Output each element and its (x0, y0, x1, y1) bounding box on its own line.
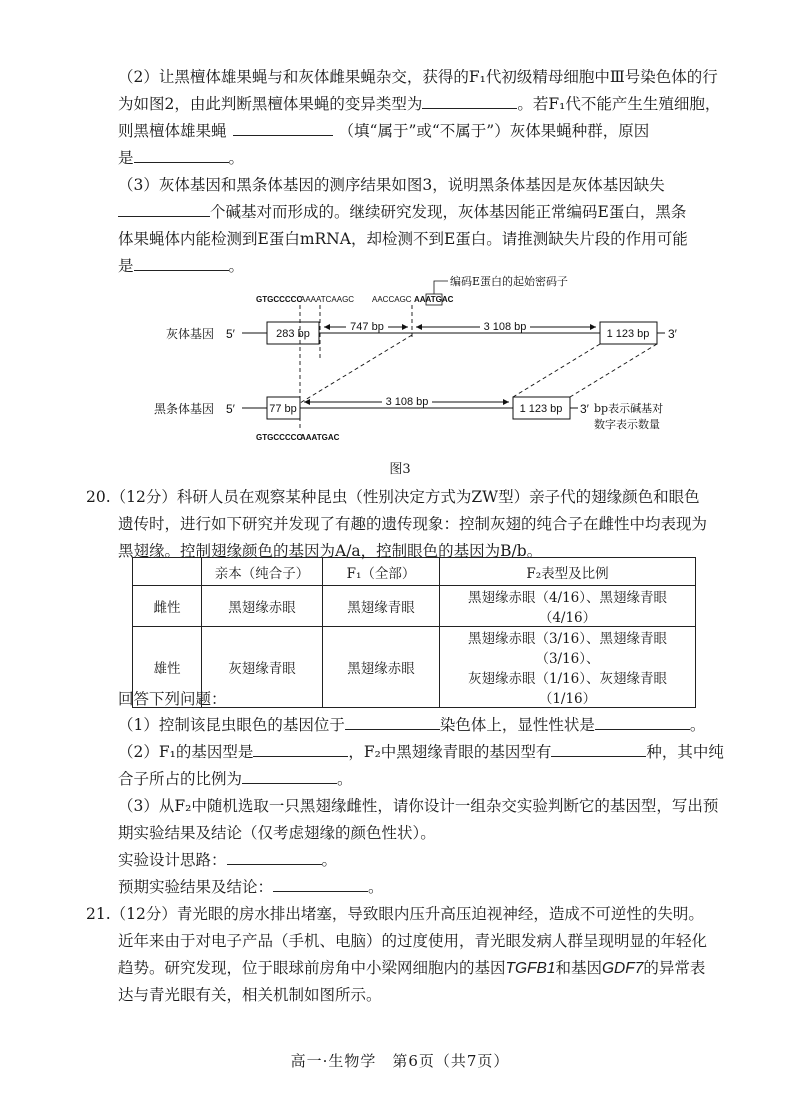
q20-sub1 (118, 714, 705, 736)
q20-text: （1）控制该昆虫眼色的基因位于 (118, 716, 345, 734)
legend-bp: bp表示碱基对 (594, 402, 664, 415)
q19-text: 。若F₁代不能产生生殖细胞， (517, 95, 721, 113)
table-row (133, 586, 696, 627)
answer-blank[interactable] (227, 849, 322, 865)
answer-blank[interactable] (422, 93, 517, 109)
gene-name-gdf7: GDF7 (601, 960, 644, 977)
black-box-1123-label: 1 123 bp (519, 403, 563, 415)
table-header-cell: F₁（全部） (323, 558, 440, 586)
table-cell: 雄性 (133, 627, 202, 708)
q20-text: 。 (337, 770, 353, 788)
q20-text: 种，其中纯 (646, 743, 724, 761)
q21-line4: 达与青光眼有关，相关机制如图所示。 (118, 986, 382, 1004)
answer-blank[interactable] (134, 147, 229, 163)
q19-text: 是 (118, 257, 134, 275)
span-3108-b-label: 3 108 bp (385, 396, 429, 408)
start-codon-note: 编码E蛋白的起始密码子 (450, 275, 569, 288)
q21-text: 的异常表 (643, 959, 706, 977)
q20-text: 实验设计思路： (118, 851, 227, 869)
gray-box-283-label: 283 bp (276, 328, 310, 340)
q19-text: 个碱基对而形成的。继续研究发现，灰体基因能正常编码E蛋白，黑条 (210, 203, 687, 221)
seq-bottom-1: GTGCCCCC (256, 433, 303, 442)
q20-text: 预期实验结果及结论： (118, 878, 274, 896)
q20-text: 合子所占的比例为 (118, 770, 243, 788)
seq-bottom-2: AAATGAC (300, 433, 340, 442)
q19-text: 。 (228, 149, 245, 167)
table-cell: 黑翅缘赤眼 (323, 627, 440, 708)
answer-blank[interactable] (595, 714, 690, 730)
q19-text: （填“属于”或“不属于”）灰体果蝇种群，原因 (338, 122, 650, 140)
seq-start: AAATGAC (414, 295, 454, 304)
black-box-77-label: 77 bp (269, 403, 297, 415)
table-cell: 黑翅缘赤眼（4/16）、黑翅缘青眼（4/16） (440, 586, 696, 627)
q20-text: 染色体上，显性性状是 (439, 716, 595, 734)
answer-blank[interactable] (118, 201, 210, 217)
q20-sub3-line2: 期实验结果及结论（仅考虑翅缘的颜色性状）。 (118, 824, 436, 842)
table-header-cell: F₂表型及比例 (440, 558, 696, 586)
q19-part3-line2 (118, 201, 686, 223)
q20-text: 。 (368, 878, 384, 896)
q20-prediction (118, 876, 384, 898)
black-gene-label: 黑条体基因 (154, 402, 215, 416)
q20-text: （2）F₁的基因型是 (118, 743, 254, 761)
table-header-cell: 亲本（纯合子） (202, 558, 323, 586)
table-cell: 灰翅缘青眼 (202, 627, 323, 708)
q20-design (118, 849, 337, 871)
q19-part2-line4 (118, 147, 244, 169)
q21-line1: 21.（12分）青光眼的房水排出堵塞，导致眼内压升高压迫视神经，造成不可逆性的失明。 (86, 905, 704, 923)
q19-text: 是 (118, 149, 134, 167)
table-cell: 黑翅缘青眼 (323, 586, 440, 627)
q21-line3 (118, 957, 705, 980)
q20-sub3-line1: （3）从F₂中随机选取一只黑翅缘雌性，请你设计一组杂交实验判断它的基因型，写出预 (118, 797, 719, 815)
map-line-2 (513, 344, 600, 397)
table-header-cell (133, 558, 202, 586)
q19-part3-line1: （3）灰体基因和黑条体基因的测序结果如图3，说明黑条体基因是灰体基因缺失 (118, 176, 665, 194)
gray-gene-label: 灰体基因 (166, 327, 215, 341)
q19-part3-line3: 体果蝇体内能检测到E蛋白mRNA，却检测不到E蛋白。请推测缺失片段的作用可能 (118, 230, 688, 248)
q19-part2-line1: （2）让黑檀体雄果蝇与和灰体雌果蝇杂交，获得的F₁代初级精母细胞中Ⅲ号染色体的行 (118, 68, 718, 86)
gray-3prime: 3′ (668, 327, 677, 341)
q20-data-table (132, 557, 696, 708)
map-line-3 (570, 344, 657, 397)
table-header-row (133, 558, 696, 586)
q20-text: 。 (689, 716, 706, 734)
answer-blank[interactable] (551, 741, 646, 757)
span-747-label: 747 bp (350, 321, 384, 333)
answer-blank[interactable] (345, 714, 440, 730)
q20-line3: 黑翅缘。控制翅缘颜色的基因为A/a，控制眼色的基因为B/b。 (118, 542, 543, 560)
span-3108-label: 3 108 bp (483, 321, 527, 333)
gray-box-1123-label: 1 123 bp (606, 328, 650, 340)
q21-text: 和基因 (555, 959, 602, 977)
table-cell: 黑翅缘赤眼 (202, 586, 323, 627)
q19-text: 为如图2，由此判断黑檀体果蝇的变异类型为 (118, 95, 423, 113)
q19-text: 。 (228, 257, 245, 275)
q20-answer-intro: 回答下列问题： (118, 690, 227, 708)
figure-3-diagram (150, 265, 690, 480)
q20-text: 。 (321, 851, 338, 869)
q21-text: 趋势。研究发现，位于眼球前房角中小梁网细胞内的基因 (118, 959, 506, 977)
q20-sub2 (118, 741, 724, 763)
seq-left: GTGCCCCC (256, 295, 303, 304)
q21-line2: 近年来由于对电子产品（手机、电脑）的过度使用，青光眼发病人群呈现明显的年轻化 (118, 932, 708, 950)
table-cell-line: 黑翅缘赤眼（3/16）、黑翅缘青眼（3/16）、 (467, 631, 668, 667)
answer-blank[interactable] (253, 741, 348, 757)
page-footer: 高一·生物学 第6页（共7页） (290, 1052, 510, 1070)
seq-left2: AAAATCAAGC (300, 295, 355, 304)
table-cell: 雌性 (133, 586, 202, 627)
gene-name-tgfb1: TGFB1 (505, 960, 556, 977)
q20-line2: 遗传时，进行如下研究并发现了有趣的遗传现象：控制灰翅的纯合子在雌性中均表现为 (118, 515, 708, 533)
legend-number: 数字表示数量 (594, 418, 660, 431)
q19-part2-line2 (118, 93, 720, 115)
answer-blank[interactable] (233, 120, 333, 136)
gray-5prime: 5′ (226, 327, 235, 341)
answer-blank[interactable] (273, 876, 368, 892)
answer-blank[interactable] (242, 768, 337, 784)
q20-line1: 20.（12分）科研人员在观察某种昆虫（性别决定方式为ZW型）亲子代的翅缘颜色和眼色 (86, 488, 700, 506)
table-cell-line: 灰翅缘赤眼（1/16）、灰翅缘青眼（1/16） (467, 671, 668, 707)
q20-sub2-cont (118, 768, 353, 790)
start-codon-pointer (434, 281, 448, 294)
q19-text: 则黑檀体雄果蝇 (118, 122, 227, 140)
black-5prime: 5′ (226, 402, 235, 416)
black-3prime: 3′ (580, 402, 589, 416)
q19-part2-line3 (118, 120, 649, 142)
table-cell (440, 627, 696, 708)
map-line-1 (300, 335, 412, 403)
seq-mid: AACCAGC (372, 295, 412, 304)
q20-text: ，F₂中黑翅缘青眼的基因型有 (348, 743, 552, 761)
figure-3-caption: 图3 (389, 462, 411, 477)
